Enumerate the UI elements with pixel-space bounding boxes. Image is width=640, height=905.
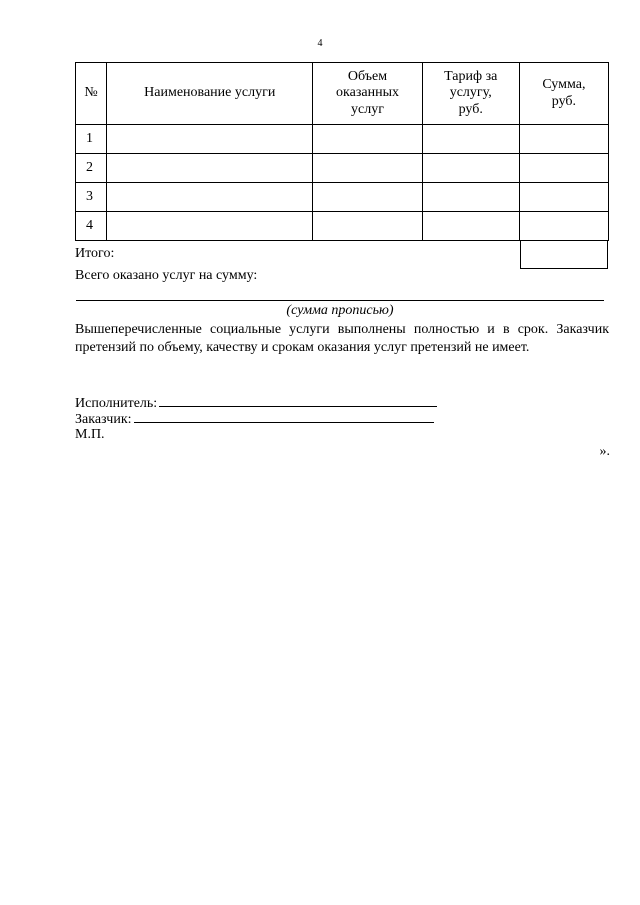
table-row <box>76 154 609 183</box>
tariff-cell[interactable] <box>422 212 519 241</box>
total-label: Итого: <box>75 246 115 261</box>
volume-cell[interactable] <box>313 183 422 212</box>
volume-cell[interactable] <box>313 125 422 154</box>
total-sum-cell[interactable] <box>520 241 608 269</box>
customer-signature <box>75 410 434 428</box>
sum-cell[interactable] <box>519 183 608 212</box>
customer-signature-line[interactable] <box>134 410 434 423</box>
sum-cell[interactable] <box>519 154 608 183</box>
header-volume: Объем оказанных услуг <box>313 63 422 125</box>
row-number: 1 <box>76 125 107 154</box>
performer-signature-line[interactable] <box>159 394 437 407</box>
tariff-cell[interactable] <box>422 154 519 183</box>
customer-label: Заказчик: <box>75 412 132 427</box>
row-number: 2 <box>76 154 107 183</box>
total-row <box>75 241 609 269</box>
sum-cell[interactable] <box>519 212 608 241</box>
table-row <box>76 183 609 212</box>
total-sum-label: Всего оказано услуг на сумму: <box>75 268 258 283</box>
row-number: 3 <box>76 183 107 212</box>
stamp-label: М.П. <box>75 427 105 442</box>
header-number: № <box>76 63 107 125</box>
row-number: 4 <box>76 212 107 241</box>
volume-cell[interactable] <box>313 154 422 183</box>
table-row <box>76 212 609 241</box>
sum-cell[interactable] <box>519 125 608 154</box>
service-name-cell[interactable] <box>107 125 313 154</box>
service-name-cell[interactable] <box>107 212 313 241</box>
tariff-cell[interactable] <box>422 183 519 212</box>
completion-statement: Вышеперечисленные социальные услуги выполнены полностью и в срок. Заказчик претензий по объему, качеству и срокам оказания услуг претензий не имеет. <box>75 322 609 355</box>
table-row <box>76 125 609 154</box>
header-service-name: Наименование услуги <box>107 63 313 125</box>
service-name-cell[interactable] <box>107 183 313 212</box>
tariff-cell[interactable] <box>422 125 519 154</box>
performer-label: Исполнитель: <box>75 396 158 411</box>
amount-in-words-caption: (сумма прописью) <box>286 303 394 318</box>
amount-in-words-line[interactable] <box>76 300 604 301</box>
header-tariff: Тариф за услугу, руб. <box>422 63 519 125</box>
volume-cell[interactable] <box>313 212 422 241</box>
service-name-cell[interactable] <box>107 154 313 183</box>
closing-quote: ». <box>599 444 610 459</box>
header-sum: Сумма, руб. <box>519 63 608 125</box>
page-number: 4 <box>317 38 323 49</box>
table-header-row <box>76 63 609 125</box>
services-table <box>75 62 609 241</box>
